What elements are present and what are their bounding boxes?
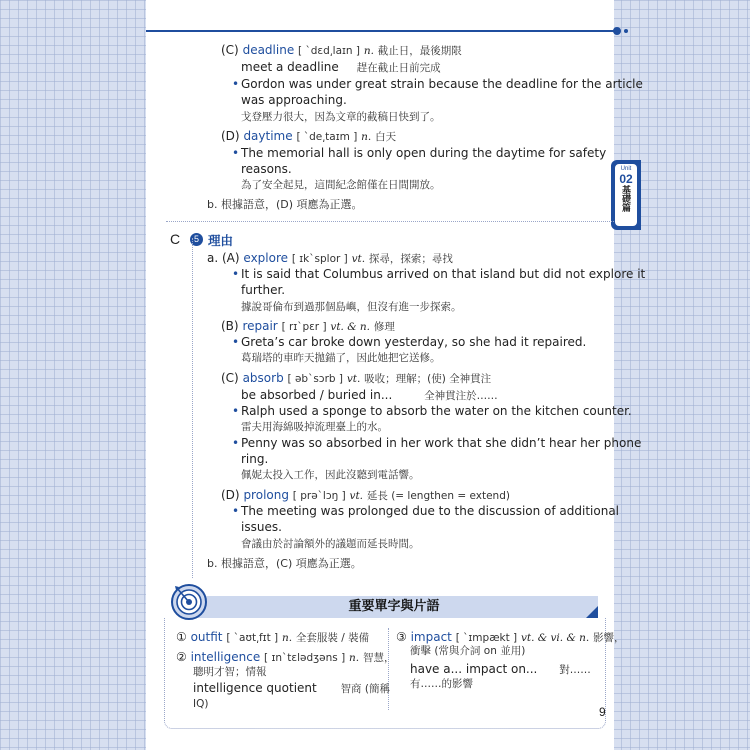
answer-line: b. 根據語意，(C) 項應為正選。 — [207, 557, 362, 570]
phrase-zh-cont: 有……的影響 — [410, 678, 473, 690]
entry-prolong — [221, 487, 510, 504]
pronunciation: [ əbˋsɔrb ] — [287, 373, 343, 385]
example-zh: 會議由於討論額外的議題而延長時間。 — [241, 538, 420, 550]
section-title: 理由 — [208, 233, 234, 248]
phrase-zh: 趕在截止日前完成 — [356, 62, 441, 74]
example-en-cont: further. — [241, 283, 286, 297]
section-badge: 5 — [190, 233, 203, 246]
example-en-cont: issues. — [241, 520, 282, 534]
option-label: a. (A) — [207, 251, 240, 265]
phrase-row — [241, 59, 441, 76]
option-label: (C) — [221, 43, 239, 57]
phrase-en: be absorbed / buried in... — [241, 388, 393, 402]
definition: 延長 (= lengthen = extend) — [366, 490, 510, 502]
pronunciation: [ ˋaʊt͵fɪt ] — [226, 632, 279, 644]
entry-absorb — [221, 370, 491, 387]
section-vertical-rule — [192, 238, 193, 578]
definition: 探尋，探索；尋找 — [368, 253, 453, 265]
unit-number: 02 — [619, 172, 633, 186]
item-number: ② — [176, 650, 187, 664]
phrase-zh-cont: IQ) — [193, 698, 209, 710]
unit-category: 基礎篇 — [621, 185, 631, 212]
option-label: (C) — [221, 371, 239, 385]
part-of-speech: vt. — [346, 373, 361, 385]
part-of-speech: vt. & vi. & n. — [520, 632, 590, 644]
phrase-row — [193, 680, 390, 697]
pronunciation: [ ɪnˋtɛlədʒəns ] — [264, 652, 346, 664]
headword: deadline — [242, 43, 295, 57]
example-en: • The memorial hall is only open during the daytime for safety — [241, 145, 606, 161]
option-label: (D) — [221, 488, 240, 502]
pronunciation: [ rɪˋpɛr ] — [281, 321, 327, 333]
definition: 截止日，最後期限 — [377, 45, 462, 57]
pronunciation: [ ɪkˋsplor ] — [291, 253, 348, 265]
example-en: • The meeting was prolonged due to the discussion of additional — [241, 503, 619, 519]
phrase-zh: 智商 (簡稱 — [340, 683, 390, 695]
phrase-zh: 對…… — [559, 664, 591, 676]
headword: repair — [242, 319, 278, 333]
header-dot-small — [624, 29, 628, 33]
example-zh: 佩妮太投入工作，因此沒聽到電話響。 — [241, 469, 420, 481]
definition-cont: 衝擊 (常與介詞 on 並用) — [410, 645, 526, 657]
example-zh: 戈登壓力很大，因為文章的截稿日快到了。 — [241, 111, 441, 123]
header-dot — [613, 27, 621, 35]
entry-daytime — [221, 128, 396, 145]
headword: explore — [243, 251, 289, 265]
example-en-cont: reasons. — [241, 162, 292, 176]
example-en-cont: ring. — [241, 452, 269, 466]
definition-cont: 聰明才智；情報 — [193, 666, 267, 678]
section-letter: C — [170, 231, 181, 247]
section-divider — [166, 221, 614, 222]
definition: 全套服裝 / 裝備 — [295, 632, 370, 644]
example-en: • It is said that Columbus arrived on that island but did not explore it — [241, 266, 645, 282]
vocab-divider — [388, 628, 389, 710]
headword: daytime — [243, 129, 293, 143]
part-of-speech: n. — [349, 652, 360, 664]
example-zh: 雷夫用海綿吸掉流理臺上的水。 — [241, 421, 388, 433]
item-number: ① — [176, 630, 187, 644]
definition: 修理 — [373, 321, 395, 333]
phrase-zh: 全神貫注於…… — [424, 390, 498, 402]
headword: prolong — [243, 488, 289, 502]
pronunciation: [ prəˋlɔŋ ] — [292, 490, 346, 502]
answer-line: b. 根據語意，(D) 項應為正選。 — [207, 198, 363, 211]
pronunciation: [ ˋɪmpækt ] — [455, 632, 518, 644]
entry-explore — [207, 250, 453, 267]
phrase-en: intelligence quotient — [193, 681, 317, 695]
example-en: • Ralph used a sponge to absorb the water on the kitchen counter. — [241, 403, 632, 419]
part-of-speech: vt. — [351, 253, 366, 265]
example-en: • Gordon was under great strain because the deadline for the article — [241, 76, 643, 92]
item-number: ③ — [396, 630, 407, 644]
unit-tab[interactable] — [611, 160, 641, 230]
pronunciation: [ ˋde͵taɪm ] — [296, 131, 358, 143]
header-rule — [146, 30, 616, 32]
example-zh: 葛瑞塔的車昨天拋錨了，因此她把它送修。 — [241, 352, 441, 364]
definition: 白天 — [375, 131, 397, 143]
example-zh: 為了安全起見，這間紀念館僅在日間開放。 — [241, 179, 441, 191]
pronunciation: [ ˋdɛd͵laɪn ] — [298, 45, 361, 57]
headword: impact — [410, 630, 452, 644]
page-number: 9 — [599, 705, 606, 719]
part-of-speech: n. — [281, 632, 293, 644]
headword: absorb — [242, 371, 284, 385]
part-of-speech: vt. & n. — [330, 321, 371, 333]
unit-tab-inner — [615, 164, 637, 226]
part-of-speech: n. — [361, 131, 372, 143]
example-en-cont: was approaching. — [241, 93, 347, 107]
entry-deadline — [221, 42, 462, 59]
example-en: • Greta’s car broke down yesterday, so she had it repaired. — [241, 334, 586, 350]
phrase-row — [241, 387, 498, 404]
example-en: • Penny was so absorbed in her work that she didn’t hear her phone — [241, 435, 641, 451]
definition: 影響， — [593, 632, 625, 644]
definition: 智慧， — [362, 652, 395, 664]
unit-label: Unit — [620, 166, 632, 172]
phrase-en: meet a deadline — [241, 60, 339, 74]
part-of-speech: n. — [363, 45, 374, 57]
headword: intelligence — [190, 650, 261, 664]
option-label: (D) — [221, 129, 240, 143]
vocab-title: 重要單字與片語 — [348, 599, 440, 614]
example-zh: 據說哥倫布到過那個島嶼，但沒有進一步探索。 — [241, 301, 462, 313]
entry-repair — [221, 318, 395, 335]
headword: outfit — [190, 630, 223, 644]
phrase-en: have a... impact on... — [410, 662, 538, 676]
part-of-speech: vt. — [349, 490, 364, 502]
vocab-item-outfit — [176, 629, 369, 646]
definition: 吸收；理解；(使) 全神貫注 — [364, 373, 492, 385]
option-label: (B) — [221, 319, 239, 333]
